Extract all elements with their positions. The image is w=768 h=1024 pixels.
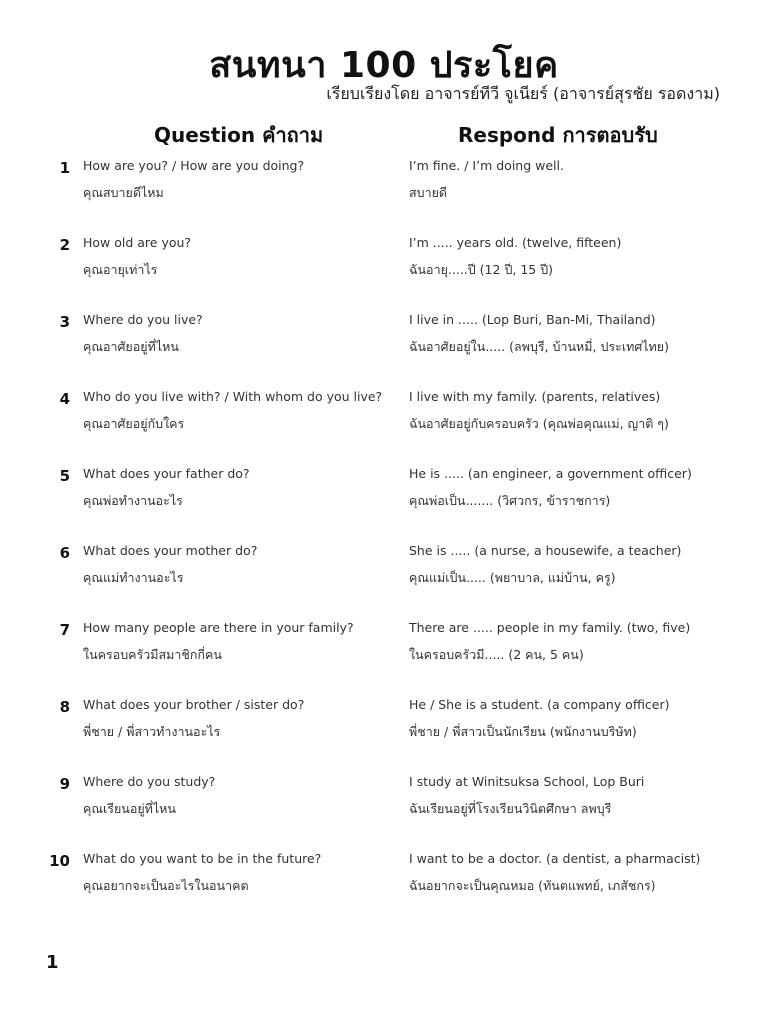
question-thai: คุณอาศัยอยู่กับใคร <box>83 416 185 431</box>
question-thai: ในครอบครัวมีสมาชิกกี่คน <box>83 647 222 662</box>
question-english: What does your father do? <box>83 466 250 481</box>
question-english: How old are you? <box>83 235 192 250</box>
conversation-item <box>0 463 768 540</box>
question-thai: พี่ชาย / พี่สาวทำงานอะไร <box>83 724 221 739</box>
question-thai: คุณอาศัยอยู่ที่ไหน <box>83 339 179 354</box>
item-number: 10 <box>49 852 70 870</box>
conversation-item <box>0 155 768 232</box>
response-thai: ฉันอยากจะเป็นคุณหมอ (ทันตแพทย์, เภสัชกร) <box>409 878 656 893</box>
item-number: 8 <box>59 698 70 716</box>
response-english: There are ..... people in my family. (two, five) <box>409 620 691 635</box>
conversation-item <box>0 771 768 848</box>
question-english: Where do you live? <box>83 312 203 327</box>
response-thai: คุณแม่เป็น..... (พยาบาล, แม่บ้าน, ครู) <box>409 570 616 585</box>
conversation-item <box>0 848 768 925</box>
column-header-respond: Respond การตอบรับ <box>458 123 658 147</box>
response-english: He is ..... (an engineer, a government officer) <box>409 466 692 481</box>
page-subtitle: เรียบเรียงโดย อาจารย์ทีวี จูเนียร์ (อาจารย์สุรชัย รอดงาม) <box>326 84 720 103</box>
question-thai: คุณสบายดีไหม <box>83 185 164 200</box>
conversation-item <box>0 386 768 463</box>
item-number: 7 <box>59 621 70 639</box>
response-thai: ฉันอายุ.....ปี (12 ปี, 15 ปี) <box>409 262 554 277</box>
question-english: What does your mother do? <box>83 543 258 558</box>
response-thai: ฉันอาศัยอยู่ใน..... (ลพบุรี, บ้านหมี่, ประเทศไทย) <box>409 339 669 354</box>
response-english: I study at Winitsuksa School, Lop Buri <box>409 774 645 789</box>
response-english: I live in ..... (Lop Buri, Ban-Mi, Thailand) <box>409 312 656 327</box>
question-thai: คุณแม่ทำงานอะไร <box>83 570 184 585</box>
question-english: How are you? / How are you doing? <box>83 158 305 173</box>
item-number: 2 <box>59 236 70 254</box>
response-english: I want to be a doctor. (a dentist, a pharmacist) <box>409 851 701 866</box>
item-number: 9 <box>59 775 70 793</box>
response-english: I’m fine. / I’m doing well. <box>409 158 564 173</box>
response-thai: พี่ชาย / พี่สาวเป็นนักเรียน (พนักงานบริษัท) <box>409 724 637 739</box>
question-english: Who do you live with? / With whom do you live? <box>83 389 383 404</box>
conversation-item <box>0 617 768 694</box>
item-number: 3 <box>59 313 70 331</box>
response-thai: ฉันอาศัยอยู่กับครอบครัว (คุณพ่อคุณแม่, ญาติ ๆ) <box>409 416 669 431</box>
item-number: 6 <box>59 544 70 562</box>
conversation-item <box>0 694 768 771</box>
response-thai: ฉันเรียนอยู่ที่โรงเรียนวินิตศึกษา ลพบุรี <box>409 801 612 816</box>
question-thai: คุณอยากจะเป็นอะไรในอนาคต <box>83 878 249 893</box>
conversation-item <box>0 232 768 309</box>
conversation-list <box>0 155 768 925</box>
question-thai: คุณเรียนอยู่ที่ไหน <box>83 801 176 816</box>
response-english: I live with my family. (parents, relatives) <box>409 389 661 404</box>
question-english: What does your brother / sister do? <box>83 697 305 712</box>
page-number: 1 <box>46 952 59 973</box>
question-thai: คุณพ่อทำงานอะไร <box>83 493 183 508</box>
question-thai: คุณอายุเท่าไร <box>83 262 158 277</box>
conversation-item <box>0 540 768 617</box>
page-title: สนทนา 100 ประโยค <box>209 45 559 86</box>
response-thai: ในครอบครัวมี..... (2 คน, 5 คน) <box>409 647 584 662</box>
conversation-item <box>0 309 768 386</box>
response-thai: คุณพ่อเป็น....... (วิศวกร, ข้าราชการ) <box>409 493 611 508</box>
item-number: 5 <box>59 467 70 485</box>
response-english: I’m ..... years old. (twelve, fifteen) <box>409 235 622 250</box>
item-number: 1 <box>59 159 70 177</box>
response-english: She is ..... (a nurse, a housewife, a teacher) <box>409 543 682 558</box>
question-english: Where do you study? <box>83 774 216 789</box>
column-header-question: Question คำถาม <box>154 123 324 147</box>
question-english: What do you want to be in the future? <box>83 851 322 866</box>
item-number: 4 <box>59 390 70 408</box>
response-thai: สบายดี <box>409 185 448 200</box>
response-english: He / She is a student. (a company officer) <box>409 697 670 712</box>
question-english: How many people are there in your family? <box>83 620 354 635</box>
